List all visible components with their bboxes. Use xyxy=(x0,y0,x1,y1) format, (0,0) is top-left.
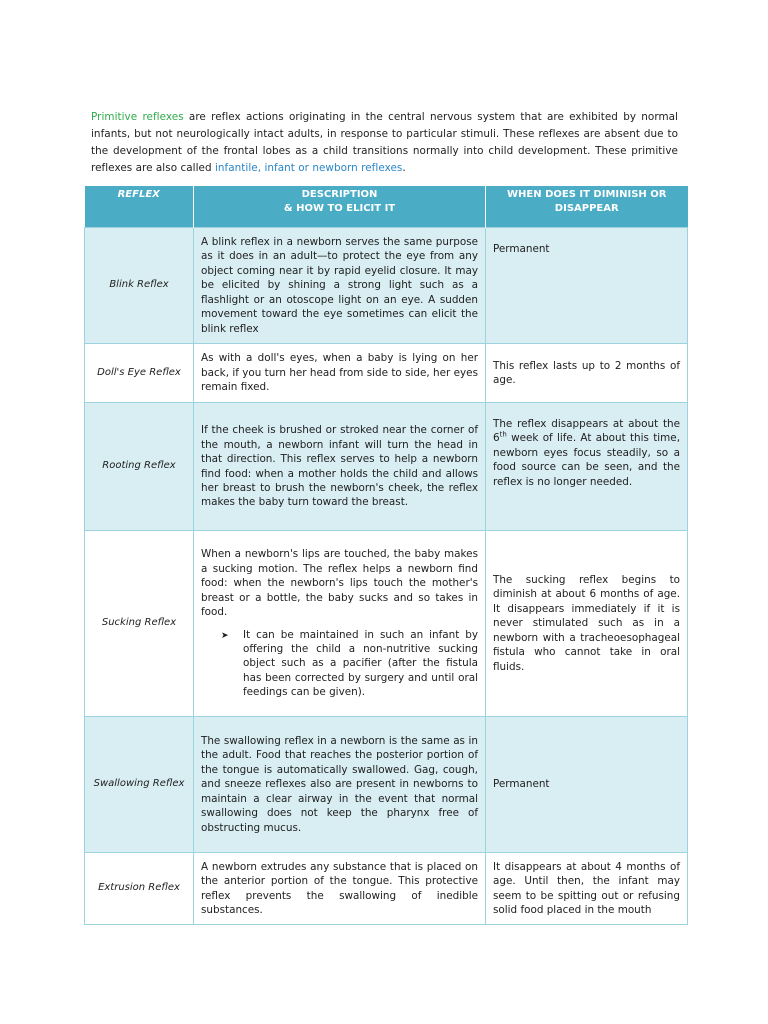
intro-end: . xyxy=(402,162,406,174)
disappear-swallowing: Permanent xyxy=(486,717,688,853)
arrow-bullet-icon: ➤ xyxy=(221,630,229,641)
reflex-name-swallowing: Swallowing Reflex xyxy=(85,717,194,853)
reflex-name-blink: Blink Reflex xyxy=(85,228,194,344)
intro-body: are reflex actions originating in the central nervous system that are exhibited by normal infants, but not neurologically intact adults, in response to particular stimuli. These reflexes are absent due to the development of the frontal lobes as a child transitions normally into child development. These primitive reflexes are also called xyxy=(91,111,678,174)
disappear-rooting-sup: th xyxy=(499,430,507,439)
description-sucking-text: When a newborn's lips are touched, the baby makes a sucking motion. The reflex helps a newborn find food: when the newborn's lips touch the mother's breast or a bottle, the baby sucks and so takes in food. xyxy=(201,548,478,619)
table-row xyxy=(85,717,688,853)
description-sucking-bullet xyxy=(221,628,478,700)
description-extrusion: A newborn extrudes any substance that is placed on the anterior portion of the tongue. This protective reflex prevents the swallowing of inedible substances. xyxy=(194,853,486,925)
disappear-sucking: The sucking reflex begins to diminish at about 6 months of age. It disappears immediately if it is never stimulated such as in a newborn with a tracheoesophageal fistula who cannot take in oral fluids. xyxy=(486,531,688,717)
disappear-rooting-after: week of life. At about this time, newborn eyes focus steadily, so a food source can be seen, and the reflex is no longer needed. xyxy=(493,432,680,488)
reflex-name-sucking: Sucking Reflex xyxy=(85,531,194,717)
description-dolls-eye: As with a doll's eyes, when a baby is lying on her back, if you turn her head from side to side, her eyes remain fixed. xyxy=(194,344,486,403)
reflex-name-rooting: Rooting Reflex xyxy=(85,403,194,531)
intro-paragraph xyxy=(91,109,678,177)
table-row xyxy=(85,228,688,344)
intro-aliases: infantile, infant or newborn reflexes xyxy=(214,162,403,174)
header-disappear: WHEN DOES IT DIMINISH OR DISAPPEAR xyxy=(486,186,688,228)
table-row xyxy=(85,853,688,925)
description-sucking-bullet-text: It can be maintained in such an infant by offering the child a non-nutritive sucking object such as a pacifier (after the fistula has been corrected by surgery and until oral feedings can be given). xyxy=(243,628,478,699)
reflex-table xyxy=(84,186,688,925)
disappear-extrusion: It disappears at about 4 months of age. Until then, the infant may seem to be spitting out or refusing solid food placed in the mouth xyxy=(486,853,688,925)
header-description-line1: DESCRIPTION xyxy=(301,189,378,200)
disappear-dolls-eye: This reflex lasts up to 2 months of age. xyxy=(486,344,688,403)
header-reflex: REFLEX xyxy=(85,186,194,228)
header-description-line2: & HOW TO ELICIT IT xyxy=(283,203,396,214)
table-row xyxy=(85,531,688,717)
description-swallowing: The swallowing reflex in a newborn is the same as in the adult. Food that reaches the posterior portion of the tongue is automatically swallowed. Gag, cough, and sneeze reflexes also are present in newborns to maintain a clear airway in the event that normal swallowing does not keep the pharynx free of obstructing mucus. xyxy=(194,717,486,853)
intro-term: Primitive reflexes xyxy=(91,111,184,123)
table-header-row xyxy=(85,186,688,228)
reflex-name-extrusion: Extrusion Reflex xyxy=(85,853,194,925)
table-row xyxy=(85,344,688,403)
description-blink: A blink reflex in a newborn serves the same purpose as it does in an adult—to protect the eye from any object coming near it by rapid eyelid closure. It may be elicited by shining a strong light such as a flashlight or an otoscope light on an eye. A sudden movement toward the eye sometimes can elicit the blink reflex xyxy=(194,228,486,344)
disappear-rooting-before: The reflex disappears at about the 6 xyxy=(493,418,680,445)
reflex-name-dolls-eye: Doll's Eye Reflex xyxy=(85,344,194,403)
disappear-rooting xyxy=(486,403,688,531)
header-description xyxy=(194,186,486,228)
disappear-blink: Permanent xyxy=(486,228,688,344)
description-rooting: If the cheek is brushed or stroked near the corner of the mouth, a newborn infant will turn the head in that direction. This reflex serves to help a newborn find food: when a mother holds the child and allows her breast to brush the newborn's cheek, the reflex makes the baby turn toward the breast. xyxy=(194,403,486,531)
table-row xyxy=(85,403,688,531)
description-sucking xyxy=(194,531,486,717)
